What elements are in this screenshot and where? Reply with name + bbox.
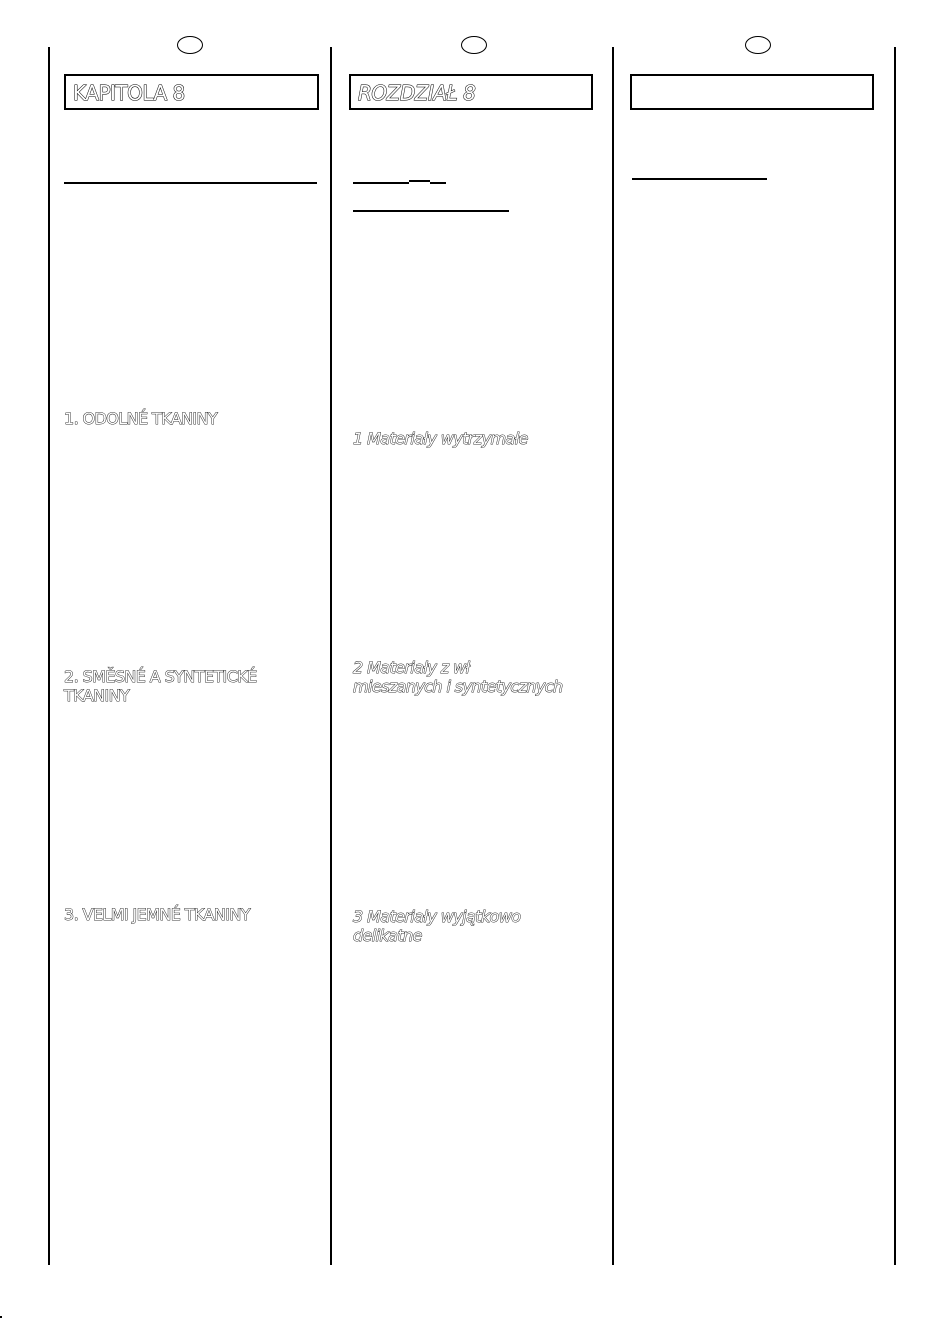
- page-corner-mark: [0, 1316, 2, 1318]
- language-marker-circle: [461, 36, 487, 54]
- heading-underline: [64, 182, 317, 184]
- language-marker-circle: [745, 36, 771, 54]
- column-divider-left: [48, 47, 50, 1265]
- chapter-title: ROZDZIAŁ 8: [358, 81, 476, 105]
- heading-underline: [430, 182, 446, 184]
- section-heading: 2 Materiały z wł mieszanych i syntetycznych: [353, 658, 563, 696]
- chapter-heading-box: [64, 74, 319, 110]
- column-divider-middle-right: [612, 47, 614, 1265]
- section-heading: 2. SMĚSNÉ A SYNTETICKÉ TKANINY: [64, 667, 257, 705]
- heading-underline: [353, 210, 509, 212]
- section-heading: 3. VELMI JEMNÉ TKANINY: [64, 905, 250, 924]
- section-heading: 1 Materiały wytrzymałe: [353, 429, 528, 448]
- chapter-heading-box: [630, 74, 874, 110]
- language-marker-circle: [177, 36, 203, 54]
- section-heading: 1. ODOLNÉ TKANINY: [64, 409, 218, 428]
- heading-underline: [409, 180, 430, 182]
- chapter-title: KAPITOLA 8: [73, 81, 185, 105]
- heading-underline: [632, 178, 767, 180]
- column-divider-middle-left: [330, 47, 332, 1265]
- section-heading: 3 Materiały wyjątkowo delikatne: [353, 907, 521, 945]
- heading-underline: [353, 182, 409, 184]
- column-divider-right: [894, 47, 896, 1265]
- chapter-heading-box: [349, 74, 593, 110]
